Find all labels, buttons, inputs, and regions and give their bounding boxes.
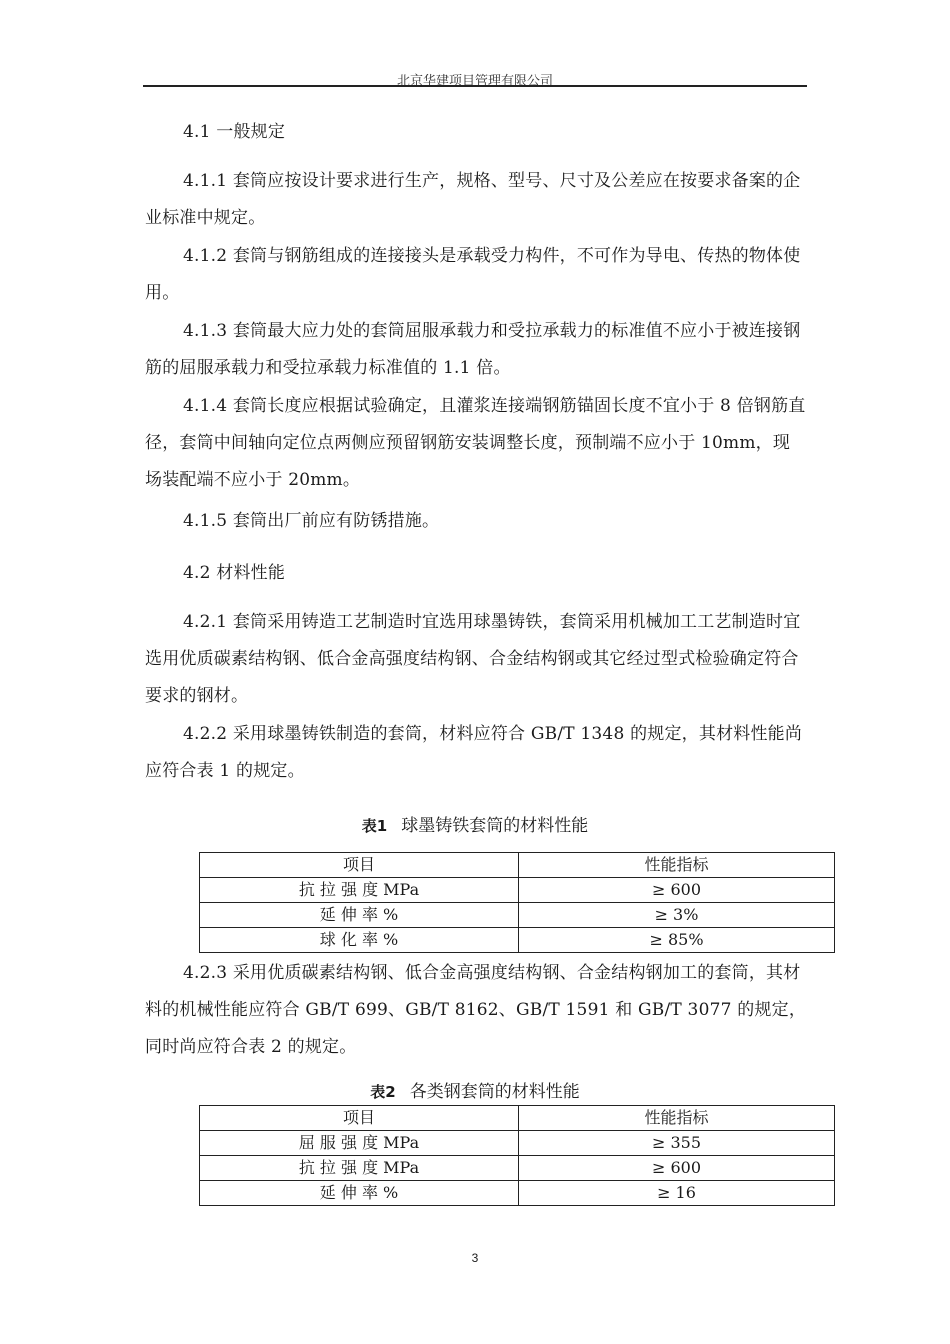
- table-cell-spec: ≥ 16: [519, 1181, 835, 1206]
- table1-title: 球墨铸铁套筒的材料性能: [401, 816, 589, 836]
- clause-4-1-3: 4.1.3 套筒最大应力处的套筒屈服承载力和受拉承载力的标准值不应小于被连接钢筋的屈服承载力和受拉承载力标准值的 1.1 倍。: [145, 321, 801, 378]
- clause-4-1-5: 4.1.5 套筒出厂前应有防锈措施。: [183, 511, 440, 531]
- table-row: [200, 1181, 835, 1206]
- table-cell-item: 抗 拉 强 度 MPa: [200, 1156, 519, 1181]
- column-header-spec: 性能指标: [519, 1106, 835, 1131]
- table1-caption: [0, 811, 950, 836]
- column-header-item: 项目: [200, 1106, 519, 1131]
- table-cell-item: 延 伸 率 %: [200, 903, 519, 928]
- clause-4-1-4: 4.1.4 套筒长度应根据试验确定，且灌浆连接端钢筋锚固长度不宜小于 8 倍钢筋直径，套筒中间轴向定位点两侧应预留钢筋安装调整长度，预制端不应小于 10mm，现场装配端不应小于 20mm。: [145, 396, 806, 490]
- clause-4-1-1: 4.1.1 套筒应按设计要求进行生产，规格、型号、尺寸及公差应在按要求备案的企业标准中规定。: [145, 171, 801, 228]
- table2-title: 各类钢套筒的材料性能: [409, 1082, 580, 1102]
- table-row: [200, 928, 835, 953]
- table-cell-spec: ≥ 3%: [519, 903, 835, 928]
- table-cell-spec: ≥ 355: [519, 1131, 835, 1156]
- clause-4-2-1: 4.2.1 套筒采用铸造工艺制造时宜选用球墨铸铁，套筒采用机械加工工艺制造时宜选用优质碳素结构钢、低合金高强度结构钢、合金结构钢或其它经过型式检验确定符合要求的钢材。: [145, 612, 801, 706]
- table-row: [200, 1131, 835, 1156]
- table-header-row: [200, 853, 835, 878]
- column-header-item: 项目: [200, 853, 519, 878]
- header-rule: [143, 85, 807, 87]
- table-header-row: [200, 1106, 835, 1131]
- column-header-spec: 性能指标: [519, 853, 835, 878]
- clause-4-2-2: 4.2.2 采用球墨铸铁制造的套筒，材料应符合 GB/T 1348 的规定，其材料性能尚应符合表 1 的规定。: [145, 724, 803, 781]
- table1-label: 表1: [361, 817, 388, 835]
- table2: [199, 1105, 835, 1206]
- table2-label: 表2: [370, 1083, 396, 1101]
- table-cell-item: 延 伸 率 %: [200, 1181, 519, 1206]
- section-heading-4-2: 4.2 材料性能: [183, 563, 286, 583]
- table-row: [200, 903, 835, 928]
- table1: [199, 852, 835, 953]
- table-cell-item: 球 化 率 %: [200, 928, 519, 953]
- table-cell-spec: ≥ 600: [519, 1156, 835, 1181]
- clause-4-1-2: 4.1.2 套筒与钢筋组成的连接接头是承载受力构件，不可作为导电、传热的物体使用。: [145, 246, 801, 303]
- page-number: 3: [471, 1251, 479, 1265]
- table-row: [200, 1156, 835, 1181]
- table-cell-spec: ≥ 85%: [519, 928, 835, 953]
- table-row: [200, 878, 835, 903]
- page-header: 北京华建项目管理有限公司: [396, 74, 553, 89]
- clause-4-2-3: 4.2.3 采用优质碳素结构钢、低合金高强度结构钢、合金结构钢加工的套筒，其材料的机械性能应符合 GB/T 699、GB/T 8162、GB/T 1591 和 GB/T 3077 的规定，同时尚应符合表 2 的规定。: [145, 963, 807, 1057]
- table-cell-item: 抗 拉 强 度 MPa: [200, 878, 519, 903]
- table-cell-spec: ≥ 600: [519, 878, 835, 903]
- table-cell-item: 屈 服 强 度 MPa: [200, 1131, 519, 1156]
- table2-caption: [0, 1077, 950, 1102]
- section-heading-4-1: 4.1 一般规定: [183, 122, 286, 142]
